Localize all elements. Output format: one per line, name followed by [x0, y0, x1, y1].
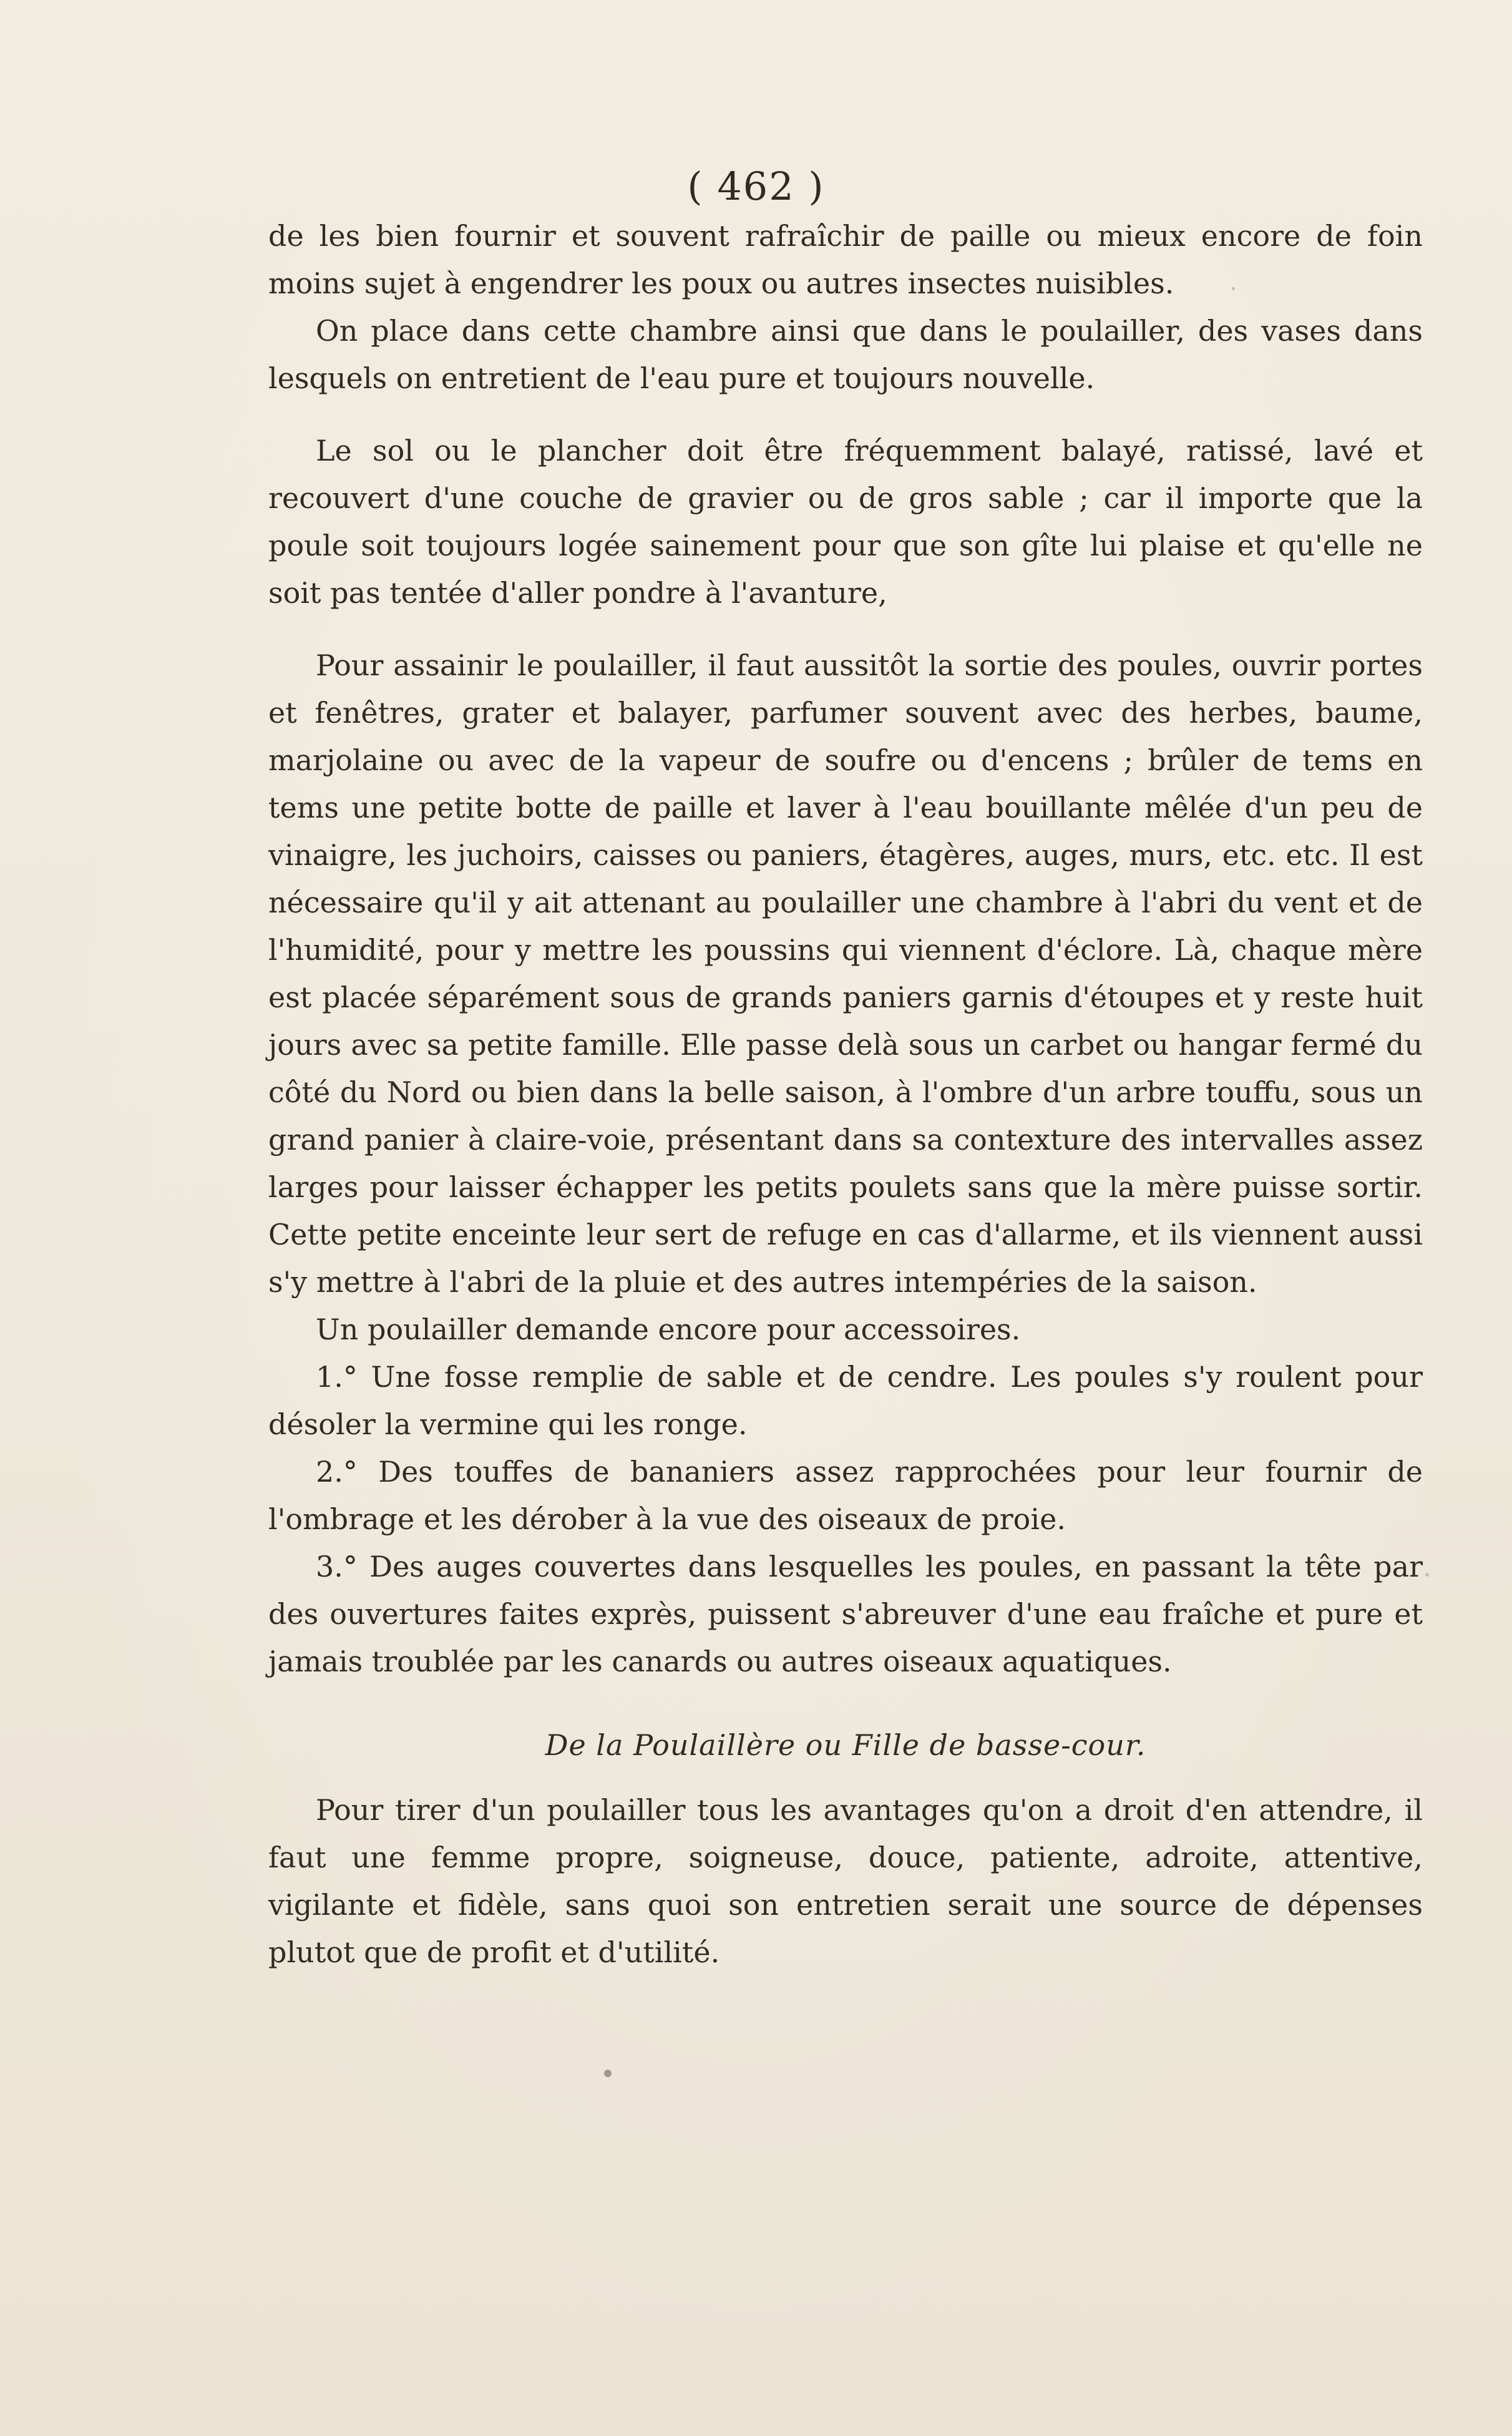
paragraph-continuation: de les bien fournir et souvent rafraîchir de paille ou mieux encore de foin moins sujet à engendrer les poux ou autres insectes nuisibles. [268, 219, 1423, 300]
paragraph-poultry-keeper: Pour tirer d'un poulailler tous les avantages qu'on a droit d'en attendre, il faut une femme propre, soigneuse, douce, patiente, adroite, attentive, vigilante et fidèle, sans quoi son entretien serait une source de dépenses plutot que de profit et d'utilité. [268, 1793, 1423, 1969]
paragraph-floor-cleaning: Le sol ou le plancher doit être fréquemment balayé, ratissé, lavé et recouvert d'une couche de gravier ou de gros sable ; car il importe que la poule soit toujours logée sainement pour que son gîte lui plaise et qu'elle ne soit pas tentée d'aller pondre à l'avanture, [268, 434, 1423, 610]
paper-speck [1232, 287, 1235, 290]
paragraph-water-vessels: On place dans cette chambre ainsi que dans le poulailler, des vases dans lesquels on entretient de l'eau pure et toujours nouvelle. [268, 314, 1423, 395]
paper-speck [1425, 1573, 1429, 1577]
paragraph-sanitation: Pour assainir le poulailler, il faut aussitôt la sortie des poules, ouvrir portes et fenêtres, grater et balayer, parfumer souvent avec des herbes, baume, marjolaine ou avec de la vapeur de soufre ou d'encens ; brûler de tems en tems une petite botte de paille et laver à l'eau bouillante mêlée d'un peu de vinaigre, les juchoirs, caisses ou paniers, étagères, auges, murs, etc. etc. Il est nécessaire qu'il y ait attenant au poulailler une chambre à l'abri du vent et de l'humidité, pour y mettre les poussins qui viennent d'éclore. Là, chaque mère est placée séparément sous de grands paniers garnis d'étoupes et y reste huit jours avec sa petite famille. Elle passe delà sous un carbet ou hangar fermé du côté du Nord ou bien dans la belle saison, à l'ombre d'un arbre touffu, sous un grand panier à claire-voie, présentant dans sa contexture des intervalles assez larges pour laisser échapper les petits poulets sans que la mère puisse sortir. Cette petite enceinte leur sert de refuge en cas d'allarme, et ils viennent aussi s'y mettre à l'abri de la pluie et des autres intempéries de la saison. [268, 648, 1423, 1299]
list-item-sand-pit: 1.° Une fosse remplie de sable et de cendre. Les poules s'y roulent pour désoler la vermine qui les ronge. [268, 1360, 1423, 1441]
paragraph-accessories-intro: Un poulailler demande encore pour accessoires. [316, 1313, 1021, 1346]
list-item-covered-troughs: 3.° Des auges couvertes dans lesquelles les poules, en passant la tête par des ouvertures faites exprès, puissent s'abreuver d'une eau fraîche et pure et jamais troublée par les canards ou autres oiseaux aquatiques. [268, 1550, 1423, 1678]
paper-speck [604, 2070, 612, 2077]
page-number: ( 462 ) [687, 164, 825, 209]
section-title: De la Poulaillère ou Fille de basse-cour. [545, 1728, 1146, 1762]
page-body [268, 212, 1423, 1976]
list-item-banana-shade: 2.° Des touffes de bananiers assez rapprochées pour leur fournir de l'ombrage et les dérober à la vue des oiseaux de proie. [268, 1455, 1423, 1536]
